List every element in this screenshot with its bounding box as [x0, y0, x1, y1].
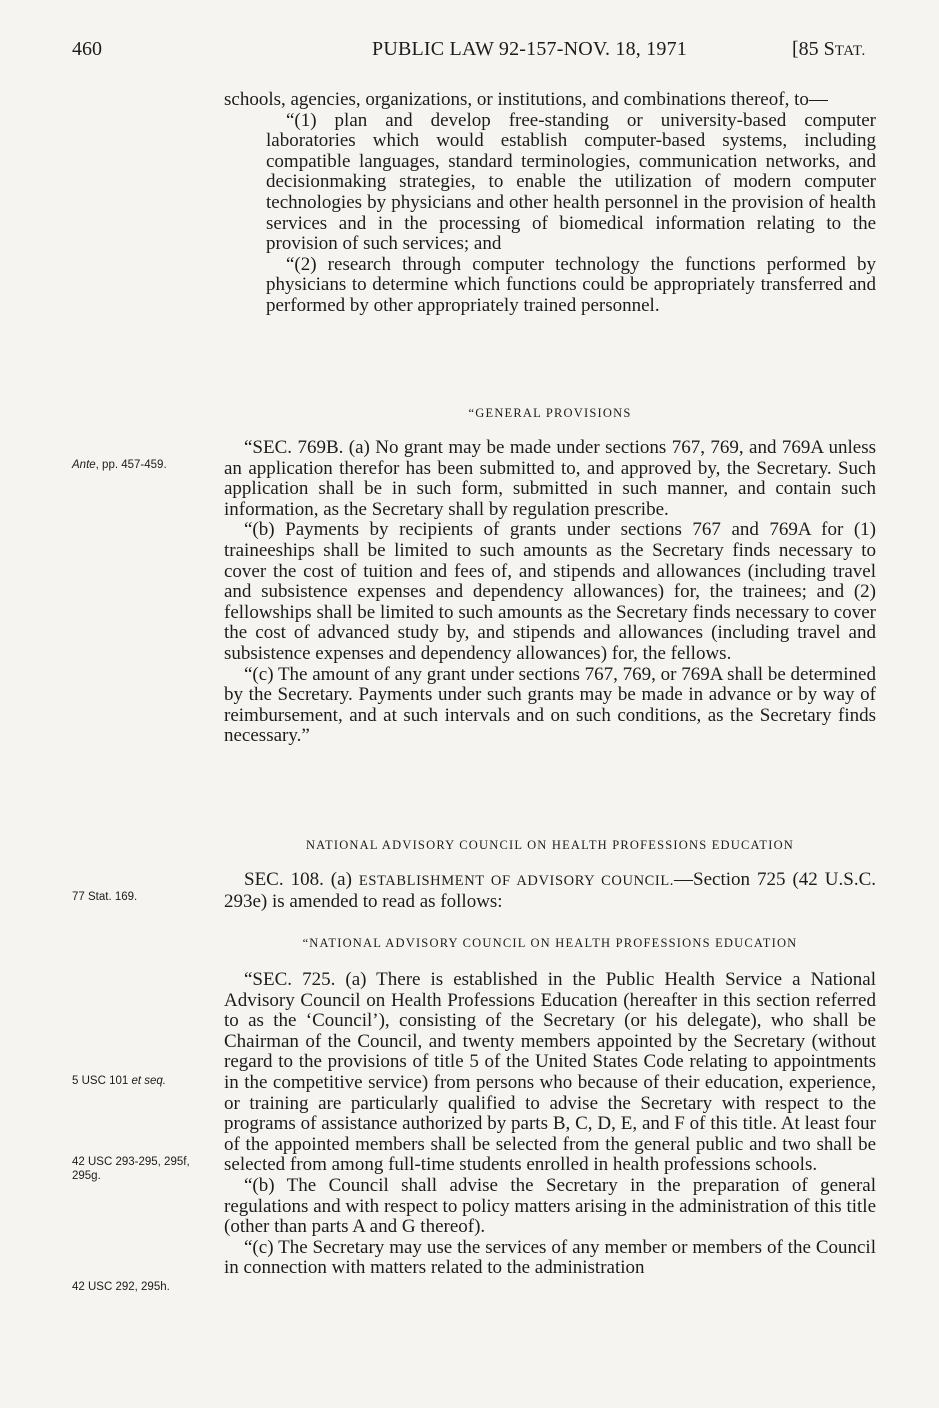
section-725-b: “(b) The Council shall advise the Secretary in the preparation of general regulations and with respect to policy matters arising in the administration of this title (other than parts A and G thereof). [224, 1174, 876, 1238]
statute-reference-prefix: [85 S [792, 38, 835, 60]
page-header [0, 38, 939, 68]
statute-reference-smallcaps: TAT. [834, 43, 866, 59]
margin-note-5-usc-prefix: 5 USC 101 [72, 1075, 132, 1087]
section-108 [224, 870, 876, 912]
margin-note-42-usc-293: 42 USC 293-295, 295f, 295g. [72, 1156, 190, 1182]
list-item-1: “(1) plan and develop free-standing or university-based computer laboratories which would establish computer-based systems, including compatible languages, standard terminologies, communication networks, and decisionmaking strategies, to enable the utilization of modern computer technologies by physicians and other health personnel in the provision of health services and in the processing of biomedical information relating to the provision of such services; and [266, 109, 876, 255]
section-769b [224, 438, 876, 747]
margin-note-77-stat: 77 Stat. 169. [72, 891, 138, 903]
margin-note-5-usc [72, 1074, 217, 1088]
section-725 [224, 970, 876, 1279]
section-769b-c: “(c) The amount of any grant under sections 767, 769, or 769A shall be determined by the Secretary. Payments under such grants may be made in advance or by way of reimbursement, and at such intervals and on such conditions, as the Secretary finds necessary.” [224, 663, 876, 747]
section-108-rest: —Section 725 (42 U.S.C. 293e) is amended to read as follows: [224, 869, 876, 912]
section-725-c: “(c) The Secretary may use the services of any member or members of the Council in connection with matters related to the administration [224, 1236, 876, 1279]
page-number: 460 [72, 38, 102, 60]
section-725-a: “SEC. 725. (a) There is established in the Public Health Service a National Advisory Council on Health Professions Education (hereafter in this section referred to as the ‘Council’), consisting of the Secretary (or his delegate), who shall be Chairman of the Council, and twenty members appointed by the Secretary (without regard to the provisions of title 5 of the United States Code relating to appointments in the competitive service) from persons who because of their education, experience, or training are particularly qualified to advise the Secretary with respect to the programs of assistance authorized by parts B, C, D, E, and F of this title. At least four of the appointed members shall be selected from the general public and two shall be selected from among full-time students enrolled in health professions schools. [224, 969, 876, 1176]
margin-note-ante [72, 458, 217, 472]
section-108-lead: SEC. 108. (a) [244, 869, 359, 890]
section-769b-b: “(b) Payments by recipients of grants under sections 767 and 769A for (1) traineeships shall be limited to such amounts as the Secretary finds necessary to cover the cost of tuition and fees of, and stipends and allowances (including travel and subsistence expenses and dependency allowances) for, the trainees; and (2) fellowships shall be limited to such amounts as the Secretary finds necessary to cover the cost of advanced study by, and stipends and allowances (including travel and subsistence expenses and dependency allowances) for, the fellows. [224, 519, 876, 664]
section-769b-a: “SEC. 769B. (a) No grant may be made under sections 767, 769, and 769A unless an application therefor has been submitted to, and approved by, the Secretary. Such application shall be in such form, submitted in such manner, and contain such information, as the Secretary shall by regulation prescribe. [224, 437, 876, 520]
margin-note-42-usc-292: 42 USC 292, 295h. [72, 1281, 170, 1293]
margin-note-ante-italic: Ante [72, 459, 96, 471]
running-title: PUBLIC LAW 92-157-NOV. 18, 1971 [372, 38, 687, 60]
margin-note-5-usc-italic: et seq. [131, 1075, 166, 1087]
section-108-caption: ESTABLISHMENT OF ADVISORY COUNCIL. [358, 873, 675, 889]
continuation-intro: schools, agencies, organizations, or institutions, and combinations thereof, to— [224, 89, 828, 110]
list-item-2: “(2) research through computer technology the functions performed by physicians to determine which functions could be appropriately transferred and performed by other appropriately trained personnel. [266, 253, 876, 316]
section-heading-advisory-council-quoted: “NATIONAL ADVISORY COUNCIL ON HEALTH PROFESSIONS EDUCATION [302, 936, 798, 950]
section-heading-general-provisions: “GENERAL PROVISIONS [468, 406, 632, 420]
statute-reference [792, 38, 866, 61]
section-heading-advisory-council: NATIONAL ADVISORY COUNCIL ON HEALTH PROFESSIONS EDUCATION [305, 838, 795, 852]
margin-note-ante-rest: , pp. 457-459. [95, 459, 167, 471]
section-108-a [224, 870, 876, 912]
continuation-block [224, 90, 876, 317]
